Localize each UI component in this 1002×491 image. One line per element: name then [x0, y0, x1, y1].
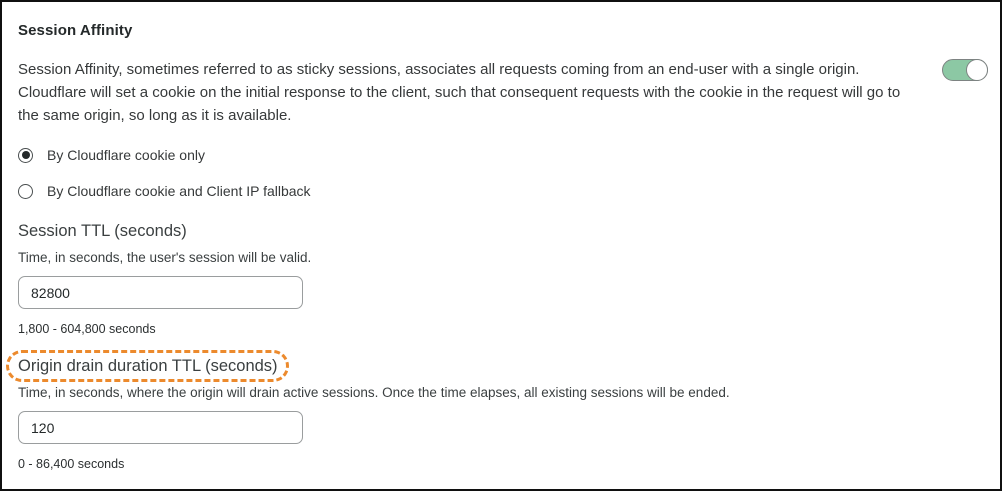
toggle-knob — [966, 59, 988, 81]
panel-description: Session Affinity, sometimes referred to as sticky sessions, associates all requests coming from an end-user with a single origin. Cloudflare will set a cookie on the initial response to the client, such that consequent requests with the cookie in the request will go to the same origin, so long as it is available. — [18, 61, 901, 124]
radio-option-cloudflare-cookie-only[interactable] — [18, 147, 984, 163]
session-affinity-toggle[interactable] — [942, 59, 988, 81]
session-ttl-range-hint: 1,800 - 604,800 seconds — [18, 322, 156, 336]
origin-drain-range-hint: 0 - 86,400 seconds — [18, 457, 125, 471]
affinity-mode-radio-group — [18, 147, 984, 199]
origin-drain-field — [18, 336, 984, 471]
origin-drain-label — [18, 357, 278, 376]
origin-drain-label-text: Origin drain duration TTL (seconds) — [18, 357, 278, 375]
session-ttl-label: Session TTL (seconds) — [18, 222, 187, 240]
radio-selected-icon — [18, 148, 33, 163]
radio-option-label: By Cloudflare cookie and Client IP fallback — [47, 183, 311, 199]
radio-unselected-icon — [18, 184, 33, 199]
radio-option-cookie-and-client-ip-fallback[interactable] — [18, 183, 984, 199]
panel-title: Session Affinity — [18, 22, 133, 39]
session-ttl-description: Time, in seconds, the user's session will be valid. — [18, 250, 312, 265]
session-ttl-input[interactable] — [18, 276, 303, 309]
origin-drain-input[interactable] — [18, 411, 303, 444]
session-ttl-field — [18, 222, 984, 336]
origin-drain-description: Time, in seconds, where the origin will drain active sessions. Once the time elapses, all existing sessions will be ended. — [18, 385, 730, 400]
radio-option-label: By Cloudflare cookie only — [47, 147, 205, 163]
